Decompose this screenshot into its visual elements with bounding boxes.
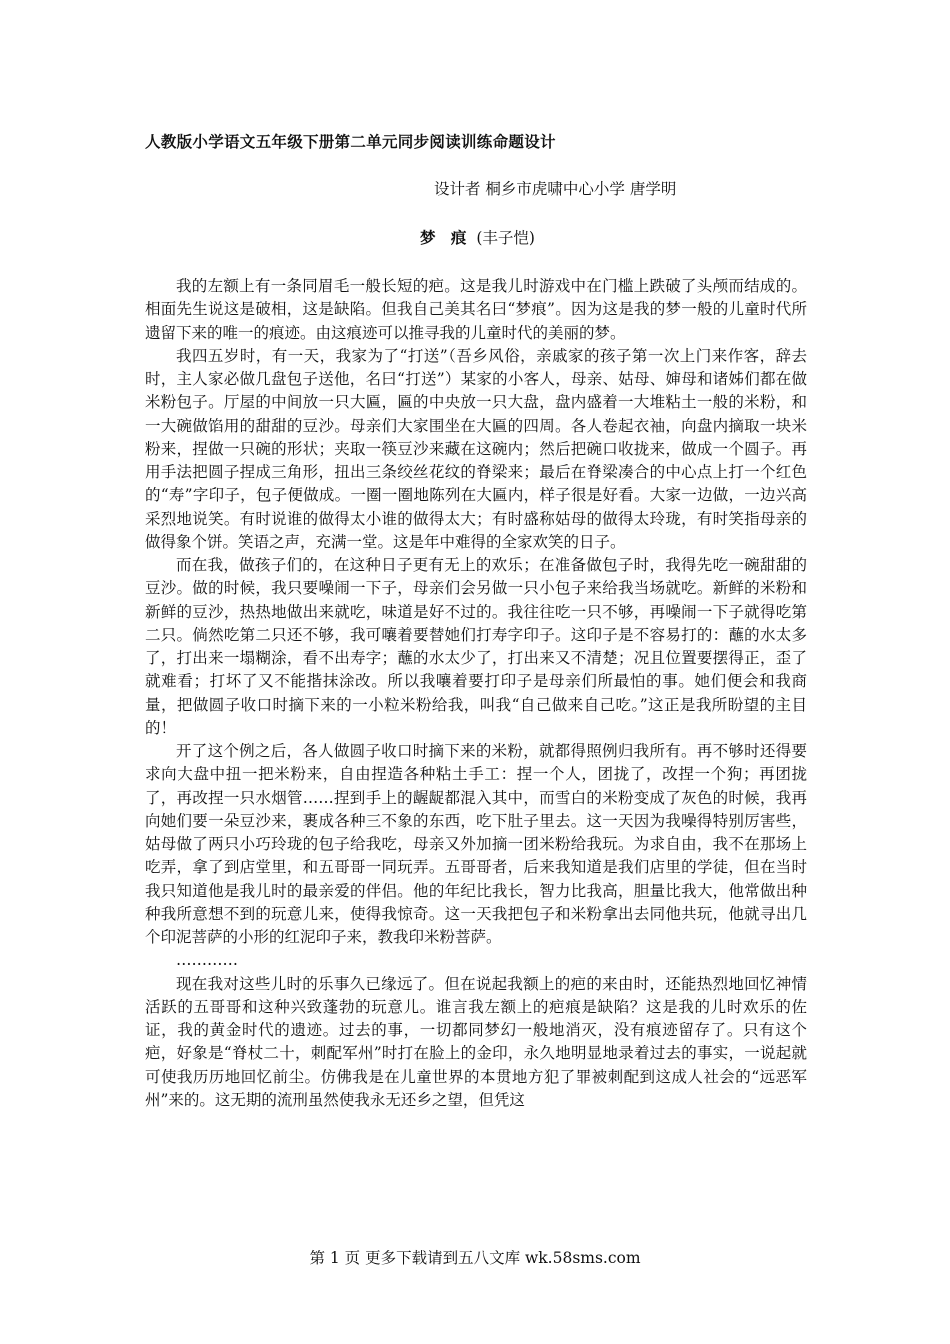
paragraph: 我四五岁时，有一天，我家为了“打送”（吾乡风俗，亲戚家的孩子第一次上门来作客，辞去时，主人家必做几盘包子送他，名曰“打送”）某家的小客人，母亲、姑母、婶母和诸姊们都在做米粉包子。厅屋的中间放一只大匾，匾的中央放一只大盘，盘内盛着一大堆粘土一般的米粉，和一大碗做馅用的甜甜的豆沙。母亲们大家围坐在大匾的四周。各人卷起衣袖，向盘内摘取一块米粉来，捏做一只碗的形状；夹取一筷豆沙来藏在这碗内；然后把碗口收拢来，做成一个圆子。再用手法把圆子捏成三角形，扭出三条绞丝花纹的脊梁来；最后在脊梁凑合的中心点上打一个红色的“寿”字印子，包子便做成。一圈一圈地陈列在大匾内，样子很是好看。大家一边做，一边兴高采烈地说笑。有时说谁的做得太小谁的做得太大；有时盛称姑母的做得太玲珑，有时笑指母亲的做得象个饼。笑语之声，充满一堂。这是年中难得的全家欢笑的日子。 [145,346,807,551]
section-title [420,226,535,248]
paragraph: 开了这个例之后，各人做圆子收口时摘下来的米粉，就都得照例归我所有。再不够时还得要求向大盘中扭一把米粉来，自由捏造各种粘土手工：捏一个人，团拢了，改捏一个狗；再团拢了，再改捏一只水烟管……捏到手上的龌龊都混入其中，而雪白的米粉变成了灰色的时候，我再向她们要一朵豆沙来，裹成各种三不象的东西，吃下肚子里去。这一天因为我噪得特别厉害些，姑母做了两只小巧玲珑的包子给我吃，母亲又外加摘一团米粉给我玩。为求自由，我不在那场上吃弄，拿了到店堂里，和五哥哥一同玩弄。五哥哥者，后来我知道是我们店里的学徒，但在当时我只知道他是我儿时的最亲爱的伴侣。他的年纪比我长，智力比我高，胆量比我大，他常做出种种我所意想不到的玩意儿来，使得我惊奇。这一天我把包子和米粉拿出去同他共玩，他就寻出几个印泥菩萨的小形的红泥印子来，教我印米粉菩萨。 [145,742,807,946]
section-title-name: 梦 痕 [420,228,472,247]
paragraph: 现在我对这些儿时的乐事久已缘远了。但在说起我额上的疤的来由时，还能热烈地回忆神情活跃的五哥哥和这种兴致蓬勃的玩意儿。谁言我左额上的疤痕是缺陷？这是我的儿时欢乐的佐证，我的黄金时代的遗迹。过去的事，一切都同梦幻一般地消灭，没有痕迹留存了。只有这个疤，好象是“脊杖二十，刺配军州”时打在脸上的金印，永久地明显地录着过去的事实，一说起就可使我历历地回忆前尘。仿佛我是在儿童世界的本贯地方犯了罪被刺配到这成人社会的“远恶军州”来的。这无期的流刑虽然使我永无还乡之望，但凭这 [145,974,807,1109]
paragraph: 我的左额上有一条同眉毛一般长短的疤。这是我儿时游戏中在门槛上跌破了头颅而结成的。相面先生说这是破相，这是缺陷。但我自己美其名曰“梦痕”。因为这是我的梦一般的儿童时代所遗留下来的唯一的痕迹。由这痕迹可以推寻我的儿童时代的美丽的梦。 [145,277,807,342]
author-line: 设计者 桐乡市虎啸中心小学 唐学明 [434,180,677,198]
article-body [145,275,807,1112]
paragraph: 而在我，做孩子们的，在这种日子更有无上的欢乐；在准备做包子时，我得先吃一碗甜甜的豆沙。做的时候，我只要噪闹一下子，母亲们会另做一只小包子来给我当场就吃。新鲜的米粉和新鲜的豆沙，热热地做出来就吃，味道是好不过的。我往往吃一只不够，再噪闹一下子就得吃第二只。倘然吃第二只还不够，我可嚷着要替她们打寿字印子。这印子是不容易打的：蘸的水太多了，打出来一塌糊涂，看不出寿字；蘸的水太少了，打出来又不清楚；况且位置要摆得正，歪了就难看；打坏了又不能揩抹涂改。所以我嚷着要打印子是母亲们所最怕的事。她们便会和我商量，把做圆子收口时摘下来的一小粒米粉给我，叫我“自己做来自己吃。”这正是我所盼望的主目的！ [145,556,807,737]
ellipsis-separator: ………… [176,951,238,970]
section-title-author: (丰子恺) [476,229,535,247]
page-footer: 第 1 页 更多下载请到五八文库 wk.58sms.com [309,1249,641,1267]
document-title: 人教版小学语文五年级下册第二单元同步阅读训练命题设计 [145,132,556,151]
